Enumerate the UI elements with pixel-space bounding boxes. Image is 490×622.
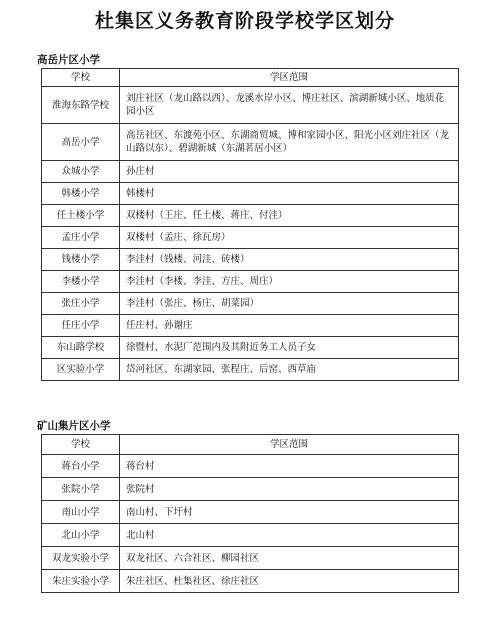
table-row: [42, 455, 459, 478]
school-cell: 张院小学: [42, 478, 120, 501]
table-row: [42, 315, 459, 337]
document-title: 杜集区义务教育阶段学校学区划分: [94, 10, 395, 32]
school-cell: 任土楼小学: [42, 205, 120, 227]
school-cell: 蒋台小学: [42, 455, 120, 478]
area-cell: 李洼村（钱楼、河洼、砖楼）: [120, 249, 459, 271]
school-cell: 高岳小学: [42, 124, 120, 161]
school-cell: 淮海东路学校: [42, 87, 120, 124]
school-cell: 钱楼小学: [42, 249, 120, 271]
area-cell: 双龙社区、六合社区、柳园社区: [120, 547, 459, 570]
area-cell: 刘庄社区（龙山路以西）、龙溪水岸小区、博庄社区、滨湖新城小区、地质花园小区: [120, 87, 459, 124]
school-cell: 东山路学校: [42, 337, 120, 359]
table-row: [42, 547, 459, 570]
area-cell: 南山村、下圩村: [120, 501, 459, 524]
school-cell: 北山小学: [42, 524, 120, 547]
table-row: [42, 524, 459, 547]
table-row: [42, 227, 459, 249]
table-row: [42, 478, 459, 501]
table-header-row: [42, 69, 459, 87]
area-cell: 李洼村（张庄、杨庄、胡菜园）: [120, 293, 459, 315]
area-cell: 徐暨村、水泥厂范围内及其附近务工人员子女: [120, 337, 459, 359]
table-row: [42, 293, 459, 315]
school-cell: 张庄小学: [42, 293, 120, 315]
area-cell: 张院村: [120, 478, 459, 501]
table-row: [42, 337, 459, 359]
school-cell: 韩楼小学: [42, 183, 120, 205]
table-row: [42, 271, 459, 293]
table-row: [42, 183, 459, 205]
school-cell: 任庄小学: [42, 315, 120, 337]
district-table-gaoyue: [41, 68, 459, 381]
area-cell: 孙庄村: [120, 161, 459, 183]
school-cell: 众城小学: [42, 161, 120, 183]
area-cell: 李洼村（李楼、李洼、方庄、周庄）: [120, 271, 459, 293]
table-row: [42, 501, 459, 524]
school-cell: 孟庄小学: [42, 227, 120, 249]
area-cell: 蒋台村: [120, 455, 459, 478]
table-row: [42, 87, 459, 124]
school-cell: 南山小学: [42, 501, 120, 524]
header-area: 学区范围: [120, 435, 459, 455]
area-cell: 双楼村（孟庄、徐瓦房）: [120, 227, 459, 249]
school-cell: 双龙实验小学: [42, 547, 120, 570]
table-row: [42, 161, 459, 183]
area-cell: 朱庄社区、杜集社区、徐庄社区: [120, 570, 459, 593]
area-cell: 岱河社区、东湖家园、张程庄、后窑、西草庙: [120, 359, 459, 381]
area-cell: 任庄村、孙谢庄: [120, 315, 459, 337]
district-table-kuangshanji: [41, 434, 459, 593]
table-row: [42, 359, 459, 381]
area-cell: 高岳社区、东渡苑小区、东湖商贸城、博和家园小区、阳光小区刘庄社区（龙山路以东）、碧湖新城（东湖茗居小区）: [120, 124, 459, 161]
header-school: 学校: [42, 69, 120, 87]
school-cell: 区实验小学: [42, 359, 120, 381]
section-heading-kuangshanji: 矿山集片区小学: [37, 420, 111, 432]
header-area: 学区范围: [120, 69, 459, 87]
school-cell: 朱庄实验小学: [42, 570, 120, 593]
table-row: [42, 205, 459, 227]
area-cell: 双楼村（王庄、任土楼、蒋庄、付洼）: [120, 205, 459, 227]
table-row: [42, 124, 459, 161]
table-row: [42, 570, 459, 593]
table-row: [42, 249, 459, 271]
header-school: 学校: [42, 435, 120, 455]
table-header-row: [42, 435, 459, 455]
section-heading-gaoyue: 高岳片区小学: [37, 54, 100, 66]
area-cell: 韩楼村: [120, 183, 459, 205]
area-cell: 北山村: [120, 524, 459, 547]
school-cell: 李楼小学: [42, 271, 120, 293]
